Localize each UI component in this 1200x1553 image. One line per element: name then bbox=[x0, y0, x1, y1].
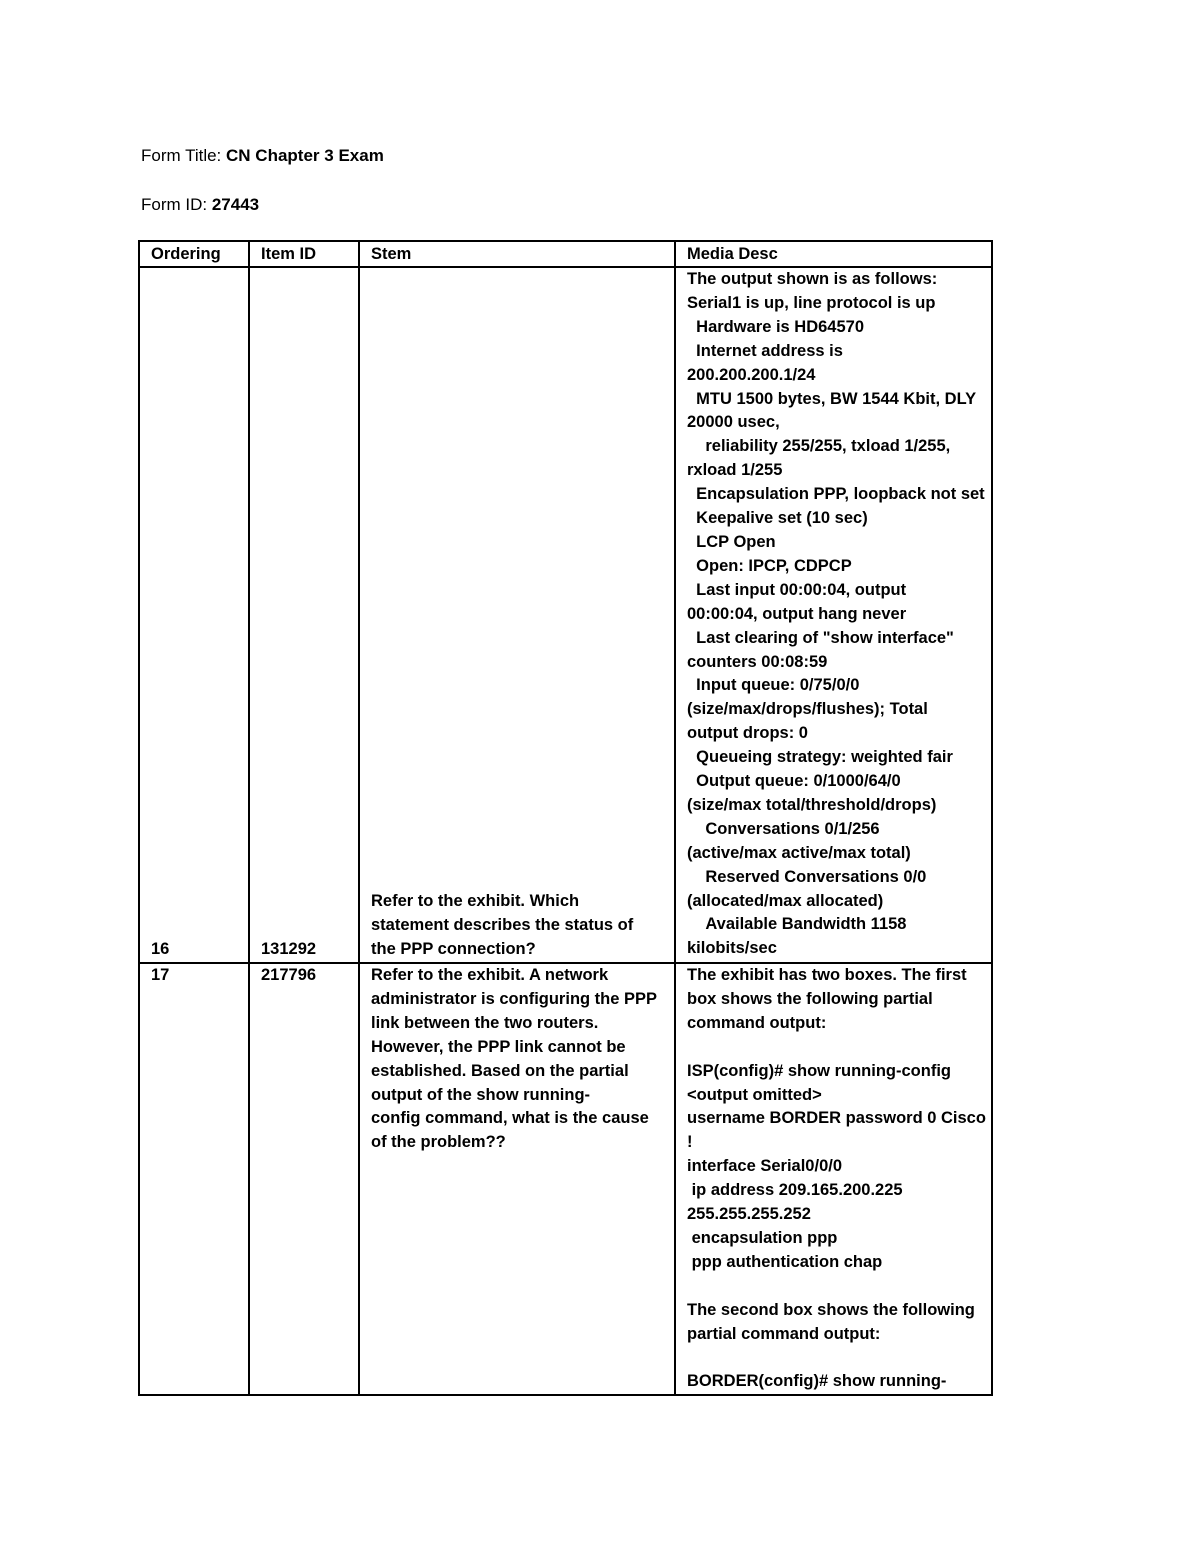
cell-item-id: 131292 bbox=[249, 267, 359, 963]
table-header-row bbox=[139, 241, 992, 267]
exam-items-table bbox=[138, 240, 993, 1396]
cell-ordering: 17 bbox=[139, 963, 249, 1395]
form-title-label: Form Title: bbox=[141, 146, 222, 165]
form-id-value: 27443 bbox=[211, 195, 260, 214]
cell-stem: Refer to the exhibit. Which statement describes the status of the PPP connection? bbox=[359, 267, 675, 963]
header-media-desc: Media Desc bbox=[675, 241, 992, 267]
form-id-line bbox=[141, 194, 259, 216]
form-id-label: Form ID: bbox=[141, 195, 208, 214]
table-row bbox=[139, 963, 992, 1395]
cell-stem: Refer to the exhibit. A network administrator is configuring the PPP link between the two routers. However, the PPP link cannot be established. Based on the partial output of the show running- config command, what is the cause of the problem?? bbox=[359, 963, 675, 1395]
cell-ordering: 16 bbox=[139, 267, 249, 963]
header-item-id: Item ID bbox=[249, 241, 359, 267]
header-stem: Stem bbox=[359, 241, 675, 267]
form-title-value: CN Chapter 3 Exam bbox=[226, 146, 384, 165]
header-ordering: Ordering bbox=[139, 241, 249, 267]
form-title-line bbox=[141, 145, 384, 167]
cell-media-desc bbox=[675, 963, 992, 1395]
table-row bbox=[139, 267, 992, 963]
cell-item-id: 217796 bbox=[249, 963, 359, 1395]
cell-media-desc: The output shown is as follows: Serial1 is up, line protocol is up Hardware is HD64570 Internet address is 200.200.200.1/24 MTU 1500 bytes, BW 1544 Kbit, DLY 20000 usec, reliability 255/255, txload 1/255, rxload 1/255 Encapsulation PPP, loopback not set Keepalive set (10 sec) LCP Open Open: IPCP, CDPCP Last input 00:00:04, output 00:00:04, output hang never Last clearing of "show interface" counters 00:08:59 Input queue: 0/75/0/0 (size/max/drops/flushes); Total output drops: 0 Queueing strategy: weighted fair Output queue: 0/1000/64/0 (size/max total/threshold/drops) Conversations 0/1/256 (active/max active/max total) Reserved Conversations 0/0 (allocated/max allocated) Available Bandwidth 1158 kilobits/sec bbox=[675, 267, 992, 963]
media-desc-text: The exhibit has two boxes. The first box shows the following partial command output: ISP(config)# show running-config <output omitted> username BORDER password 0 Cisco ! interface Serial0/0/0 ip address 209.165.200.225 255.255.255.252 encapsulation ppp ppp authentication chap The second box shows the following partial command output: BORDER(config)# show running- bbox=[687, 966, 986, 1391]
